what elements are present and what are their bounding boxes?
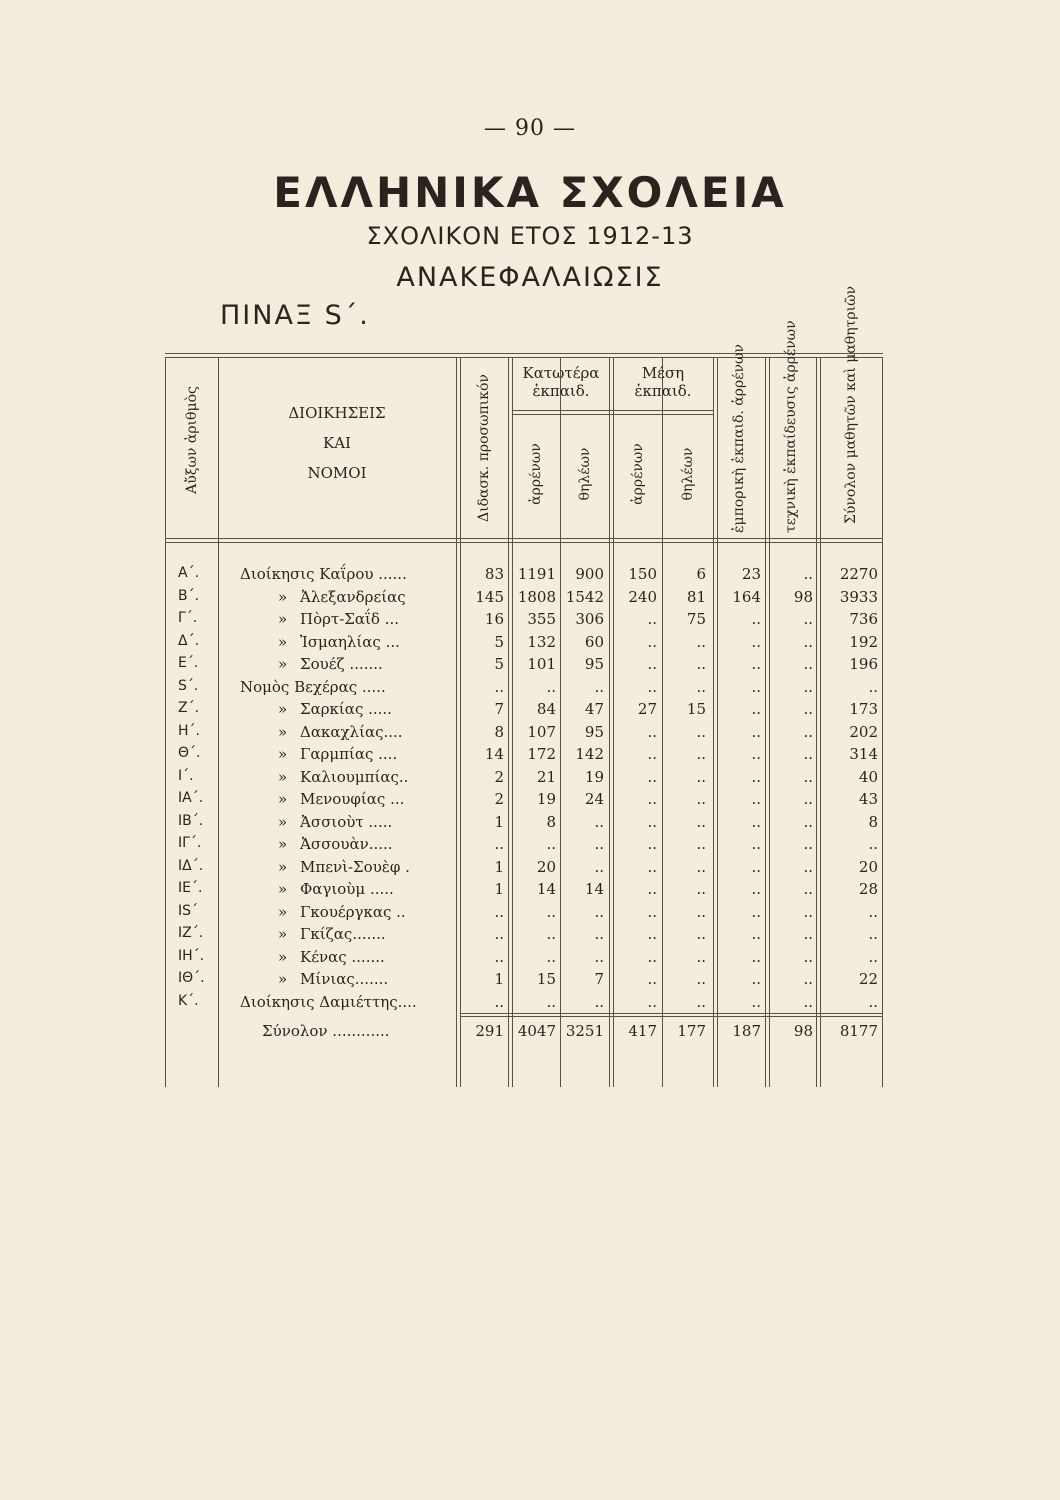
cell-commercial-male: .. (751, 722, 761, 741)
row-serial: Δ΄. (178, 632, 200, 649)
cell-staff-count: 145 (475, 587, 504, 606)
ditto-mark: » (278, 790, 288, 808)
cell-lower-male: 8 (546, 812, 556, 831)
cell-middle-male: .. (647, 857, 657, 876)
header-technical: τεχνικὴ ἐκπαίδευσις ἀρρένων (783, 320, 799, 533)
ditto-mark: » (278, 587, 288, 606)
ditto-mark: » (278, 835, 288, 853)
cell-middle-male: 150 (628, 565, 657, 583)
cell-commercial-male: .. (751, 790, 761, 808)
cell-lower-male: 20 (536, 857, 556, 876)
cell-staff-count: .. (494, 925, 504, 943)
ditto-mark: » (278, 632, 288, 651)
cell-total-students: 736 (849, 610, 878, 628)
table-row (0, 723, 1060, 745)
table-row (0, 948, 1060, 970)
ditto-mark: » (278, 857, 288, 876)
cell-lower-male: 15 (536, 970, 556, 988)
cell-lower-female: .. (594, 947, 604, 966)
header-districts-line3: ΝΟΜΟΙ (307, 464, 367, 482)
cell-staff-count: .. (494, 992, 504, 1011)
cell-lower-male: .. (546, 835, 556, 853)
cell-commercial-male: 164 (732, 587, 761, 606)
row-district-name: Κένας ....... (300, 947, 385, 966)
row-district-name: Ἀσσουὰν..... (300, 835, 393, 853)
ditto-mark: » (278, 745, 288, 763)
cell-lower-female: .. (594, 677, 604, 696)
cell-total-students: 43 (858, 790, 878, 808)
row-serial: Α΄. (178, 565, 200, 581)
cell-middle-male: .. (647, 767, 657, 786)
row-district-name: Μίνιας....... (300, 970, 389, 988)
row-district-name: Γκουέργκας .. (300, 902, 406, 921)
header-lower-male: ἀρρένων (528, 443, 544, 505)
cell-lower-male: 21 (536, 767, 556, 786)
cell-lower-male: .. (546, 992, 556, 1011)
cell-technical-male: .. (803, 992, 813, 1011)
row-serial: Θ΄. (178, 745, 201, 761)
cell-technical-male: .. (803, 677, 813, 696)
cell-lower-male: 14 (536, 880, 556, 898)
table-row (0, 633, 1060, 655)
cell-lower-female: 900 (575, 565, 604, 583)
total-lower-female: 3251 (565, 1022, 604, 1040)
cell-middle-male: .. (647, 655, 657, 673)
cell-middle-male: .. (647, 992, 657, 1011)
cell-lower-female: .. (594, 992, 604, 1011)
cell-commercial-male: .. (751, 655, 761, 673)
totals-label: Σύνολον ............ (262, 1022, 390, 1040)
header-staff: Διδασκ. προσωπικόν (476, 374, 492, 522)
cell-total-students: 196 (849, 655, 878, 673)
cell-staff-count: 7 (494, 700, 504, 718)
cell-middle-female: .. (696, 902, 706, 921)
header-middle-male: ἀρρένων (630, 443, 646, 505)
cell-commercial-male: .. (751, 902, 761, 921)
cell-middle-female: 75 (686, 610, 706, 628)
header-rule (165, 542, 883, 543)
total-technical-male: 98 (793, 1022, 813, 1040)
row-serial: Γ΄. (178, 610, 198, 626)
header-lower-education: Κατωτέρα ἐκπαιδ. (522, 364, 600, 400)
cell-total-students: .. (868, 947, 878, 966)
summary-heading: ΑΝΑΚΕΦΑΛΑΙΩΣΙΣ (396, 262, 664, 293)
cell-staff-count: 1 (494, 857, 504, 876)
cell-lower-female: 7 (594, 970, 604, 988)
row-district-name: Πὸρτ-Σαΐδ ... (300, 610, 400, 628)
header-rule (512, 414, 713, 415)
cell-staff-count: 1 (494, 880, 504, 898)
cell-lower-female: 24 (584, 790, 604, 808)
cell-technical-male: .. (803, 610, 813, 628)
total-lower-male: 4047 (517, 1022, 556, 1040)
cell-lower-male: .. (546, 902, 556, 921)
page-title: ΕΛΛΗΝΙΚΑ ΣΧΟΛΕΙΑ (273, 168, 787, 217)
cell-technical-male: .. (803, 880, 813, 898)
cell-total-students: 192 (849, 632, 878, 651)
cell-commercial-male: .. (751, 947, 761, 966)
cell-technical-male: .. (803, 857, 813, 876)
table-row (0, 655, 1060, 677)
row-serial: Η΄. (178, 722, 200, 739)
cell-technical-male: .. (803, 925, 813, 943)
cell-lower-male: 19 (536, 790, 556, 808)
cell-staff-count: 5 (494, 655, 504, 673)
table-row (0, 970, 1060, 992)
row-district-name: Μπενὶ-Σουὲφ . (300, 857, 410, 876)
table-row (0, 813, 1060, 835)
ditto-mark: » (278, 970, 288, 988)
total-middle-female: 177 (677, 1022, 706, 1040)
header-districts-line1: ΔΙΟΙΚΗΣΕΙΣ (288, 404, 386, 422)
ditto-mark: » (278, 700, 288, 718)
cell-middle-female: .. (696, 677, 706, 696)
cell-staff-count: 16 (484, 610, 504, 628)
cell-commercial-male: .. (751, 925, 761, 943)
header-middle-female: θηλέων (680, 447, 696, 501)
cell-total-students: .. (868, 677, 878, 696)
cell-middle-male: .. (647, 722, 657, 741)
table-row (0, 993, 1060, 1015)
cell-middle-male: .. (647, 632, 657, 651)
cell-staff-count: 1 (494, 970, 504, 988)
header-middle-education: Μέση ἐκπαιδ. (634, 364, 692, 400)
table-row (0, 610, 1060, 632)
cell-lower-female: 14 (584, 880, 604, 898)
row-serial: ΙΑ΄. (178, 790, 204, 806)
row-district-name: Μενουφίας ... (300, 790, 405, 808)
cell-lower-female: .. (594, 857, 604, 876)
cell-middle-male: .. (647, 835, 657, 853)
cell-staff-count: 2 (494, 790, 504, 808)
cell-lower-male: 172 (527, 745, 556, 763)
cell-commercial-male: .. (751, 632, 761, 651)
cell-commercial-male: .. (751, 812, 761, 831)
cell-middle-female: .. (696, 925, 706, 943)
cell-lower-female: 60 (584, 632, 604, 651)
cell-middle-male: 240 (628, 587, 657, 606)
cell-lower-male: .. (546, 947, 556, 966)
cell-lower-male: 1191 (517, 565, 556, 583)
row-serial: Κ΄. (178, 992, 199, 1009)
cell-middle-female: .. (696, 790, 706, 808)
table-rule (165, 353, 883, 354)
cell-total-students: .. (868, 992, 878, 1011)
cell-middle-male: .. (647, 947, 657, 966)
cell-commercial-male: .. (751, 745, 761, 763)
cell-commercial-male: .. (751, 677, 761, 696)
cell-middle-male: .. (647, 902, 657, 921)
cell-lower-female: .. (594, 925, 604, 943)
row-district-name: Διοίκησις Καΐρου ...... (240, 565, 407, 583)
header-serial: Αὔξων ἀριθμὸς (184, 386, 200, 494)
cell-lower-male: 84 (536, 700, 556, 718)
table-row (0, 790, 1060, 812)
total-commercial-male: 187 (732, 1022, 761, 1040)
header-lower-female: θηλέων (577, 447, 593, 501)
cell-total-students: 173 (849, 700, 878, 718)
cell-middle-female: .. (696, 812, 706, 831)
cell-technical-male: .. (803, 700, 813, 718)
cell-staff-count: 83 (484, 565, 504, 583)
cell-commercial-male: .. (751, 700, 761, 718)
ditto-mark: » (278, 880, 288, 898)
row-district-name: Γαρμπίας .... (300, 745, 398, 763)
cell-middle-female: .. (696, 835, 706, 853)
cell-middle-male: .. (647, 880, 657, 898)
table-row (0, 858, 1060, 880)
cell-middle-female: 6 (696, 565, 706, 583)
total-middle-male: 417 (628, 1022, 657, 1040)
cell-lower-female: 142 (575, 745, 604, 763)
header-districts (222, 404, 452, 482)
cell-technical-male: .. (803, 835, 813, 853)
cell-lower-male: 101 (527, 655, 556, 673)
cell-staff-count: .. (494, 677, 504, 696)
cell-technical-male: .. (803, 722, 813, 741)
cell-total-students: 8 (868, 812, 878, 831)
row-serial: ΙΕ΄. (178, 880, 203, 896)
cell-commercial-male: .. (751, 835, 761, 853)
cell-middle-female: 15 (686, 700, 706, 718)
total-rule (460, 1016, 882, 1017)
cell-middle-female: .. (696, 880, 706, 898)
cell-middle-male: .. (647, 970, 657, 988)
school-year: ΣΧΟΛΙΚΟΝ ΕΤΟΣ 1912-13 (366, 222, 694, 250)
cell-lower-female: 47 (584, 700, 604, 718)
cell-lower-female: 306 (575, 610, 604, 628)
cell-lower-male: 1808 (517, 587, 556, 606)
cell-staff-count: .. (494, 835, 504, 853)
table-row (0, 880, 1060, 902)
cell-total-students: 20 (858, 857, 878, 876)
row-district-name: Σουέζ ....... (300, 655, 383, 673)
cell-technical-male: .. (803, 812, 813, 831)
cell-middle-female: .. (696, 947, 706, 966)
table-rule (165, 357, 883, 358)
cell-lower-male: 132 (527, 632, 556, 651)
cell-staff-count: 5 (494, 632, 504, 651)
cell-technical-male: 98 (793, 587, 813, 606)
table-row (0, 925, 1060, 947)
row-serial: ΙΒ΄. (178, 812, 204, 829)
cell-middle-female: .. (696, 655, 706, 673)
ditto-mark: » (278, 767, 288, 786)
cell-middle-female: .. (696, 767, 706, 786)
cell-technical-male: .. (803, 632, 813, 651)
header-districts-line2: ΚΑΙ (323, 434, 351, 452)
table-row (0, 903, 1060, 925)
total-rule (460, 1013, 882, 1014)
cell-middle-female: .. (696, 745, 706, 763)
cell-middle-female: 81 (686, 587, 706, 606)
cell-lower-female: .. (594, 812, 604, 831)
row-serial: Ι΄. (178, 767, 194, 784)
cell-total-students: 40 (858, 767, 878, 786)
row-district-name: Ἰσμαηλίας ... (300, 632, 400, 651)
cell-middle-male: .. (647, 790, 657, 808)
row-serial: ΙΖ΄. (178, 925, 204, 941)
table-row (0, 678, 1060, 700)
cell-technical-male: .. (803, 565, 813, 583)
total-total-students: 8177 (839, 1022, 878, 1040)
cell-lower-male: 355 (527, 610, 556, 628)
cell-total-students: 28 (858, 880, 878, 898)
row-serial: Ζ΄. (178, 700, 200, 716)
table-row (0, 700, 1060, 722)
cell-middle-female: .. (696, 722, 706, 741)
cell-middle-male: .. (647, 925, 657, 943)
row-serial: ΙΔ΄. (178, 857, 204, 874)
ditto-mark: » (278, 902, 288, 921)
cell-technical-male: .. (803, 745, 813, 763)
row-serial: S΄. (178, 677, 199, 694)
cell-staff-count: .. (494, 902, 504, 921)
cell-technical-male: .. (803, 767, 813, 786)
page-number: — 90 — (484, 116, 576, 141)
row-district-name: Δακαχλίας.... (300, 722, 403, 741)
row-serial: ΙΘ΄. (178, 970, 205, 986)
row-serial: Ε΄. (178, 655, 199, 671)
ditto-mark: » (278, 655, 288, 673)
table-row (0, 565, 1060, 587)
cell-staff-count: 14 (484, 745, 504, 763)
total-staff-count: 291 (475, 1022, 504, 1040)
cell-total-students: .. (868, 835, 878, 853)
table-row (0, 835, 1060, 857)
cell-total-students: 22 (858, 970, 878, 988)
row-district-name: Ἀσσιοὺτ ..... (300, 812, 393, 831)
cell-lower-female: 95 (584, 655, 604, 673)
cell-technical-male: .. (803, 790, 813, 808)
cell-total-students: .. (868, 902, 878, 921)
cell-lower-female: 1542 (565, 587, 604, 606)
row-district-name: Καλιουμπίας.. (300, 767, 409, 786)
row-district-name: Νομὸς Βεχέρας ..... (240, 677, 386, 696)
cell-lower-male: .. (546, 677, 556, 696)
table-row (0, 768, 1060, 790)
table-row (0, 745, 1060, 767)
cell-technical-male: .. (803, 970, 813, 988)
cell-technical-male: .. (803, 947, 813, 966)
cell-commercial-male: .. (751, 767, 761, 786)
header-rule (512, 410, 713, 411)
cell-technical-male: .. (803, 655, 813, 673)
ditto-mark: » (278, 947, 288, 966)
cell-total-students: .. (868, 925, 878, 943)
cell-total-students: 314 (849, 745, 878, 763)
row-district-name: Φαγιοὺμ ..... (300, 880, 394, 898)
cell-commercial-male: .. (751, 970, 761, 988)
header-total-students: Σύνολον μαθητῶν καὶ μαθητριῶν (843, 285, 859, 524)
row-serial: ΙΗ΄. (178, 947, 205, 964)
row-district-name: Διοίκησις Δαμιέττης.... (240, 992, 417, 1011)
cell-lower-male: .. (546, 925, 556, 943)
header-commercial: ἐμπορικὴ ἐκπαιδ. ἀρρένων (731, 344, 747, 533)
cell-middle-male: .. (647, 610, 657, 628)
cell-middle-female: .. (696, 632, 706, 651)
header-rule (165, 538, 883, 539)
totals-row (0, 1022, 1060, 1044)
cell-total-students: 2270 (839, 565, 878, 583)
row-district-name: Γκίζας....... (300, 925, 386, 943)
cell-middle-male: 27 (637, 700, 657, 718)
cell-middle-female: .. (696, 857, 706, 876)
row-district-name: Σαρκίας ..... (300, 700, 392, 718)
ditto-mark: » (278, 610, 288, 628)
cell-staff-count: .. (494, 947, 504, 966)
row-serial: ΙΓ΄. (178, 835, 202, 851)
cell-lower-female: .. (594, 902, 604, 921)
cell-staff-count: 2 (494, 767, 504, 786)
cell-middle-female: .. (696, 992, 706, 1011)
cell-commercial-male: 23 (741, 565, 761, 583)
table-row (0, 588, 1060, 610)
cell-lower-female: 95 (584, 722, 604, 741)
cell-middle-male: .. (647, 745, 657, 763)
cell-commercial-male: .. (751, 992, 761, 1011)
cell-staff-count: 1 (494, 812, 504, 831)
cell-lower-female: 19 (584, 767, 604, 786)
cell-technical-male: .. (803, 902, 813, 921)
ditto-mark: » (278, 925, 288, 943)
row-district-name: Ἀλεξανδρείας (300, 587, 406, 606)
cell-staff-count: 8 (494, 722, 504, 741)
cell-middle-male: .. (647, 677, 657, 696)
table-label: ΠΙΝΑΞ S΄. (220, 300, 370, 331)
cell-lower-male: 107 (527, 722, 556, 741)
cell-total-students: 202 (849, 722, 878, 741)
cell-commercial-male: .. (751, 857, 761, 876)
cell-total-students: 3933 (839, 587, 878, 606)
cell-lower-female: .. (594, 835, 604, 853)
row-serial: Β΄. (178, 587, 200, 604)
ditto-mark: » (278, 722, 288, 741)
ditto-mark: » (278, 812, 288, 831)
cell-commercial-male: .. (751, 610, 761, 628)
row-serial: IS΄ (178, 902, 199, 919)
cell-commercial-male: .. (751, 880, 761, 898)
cell-middle-male: .. (647, 812, 657, 831)
cell-middle-female: .. (696, 970, 706, 988)
